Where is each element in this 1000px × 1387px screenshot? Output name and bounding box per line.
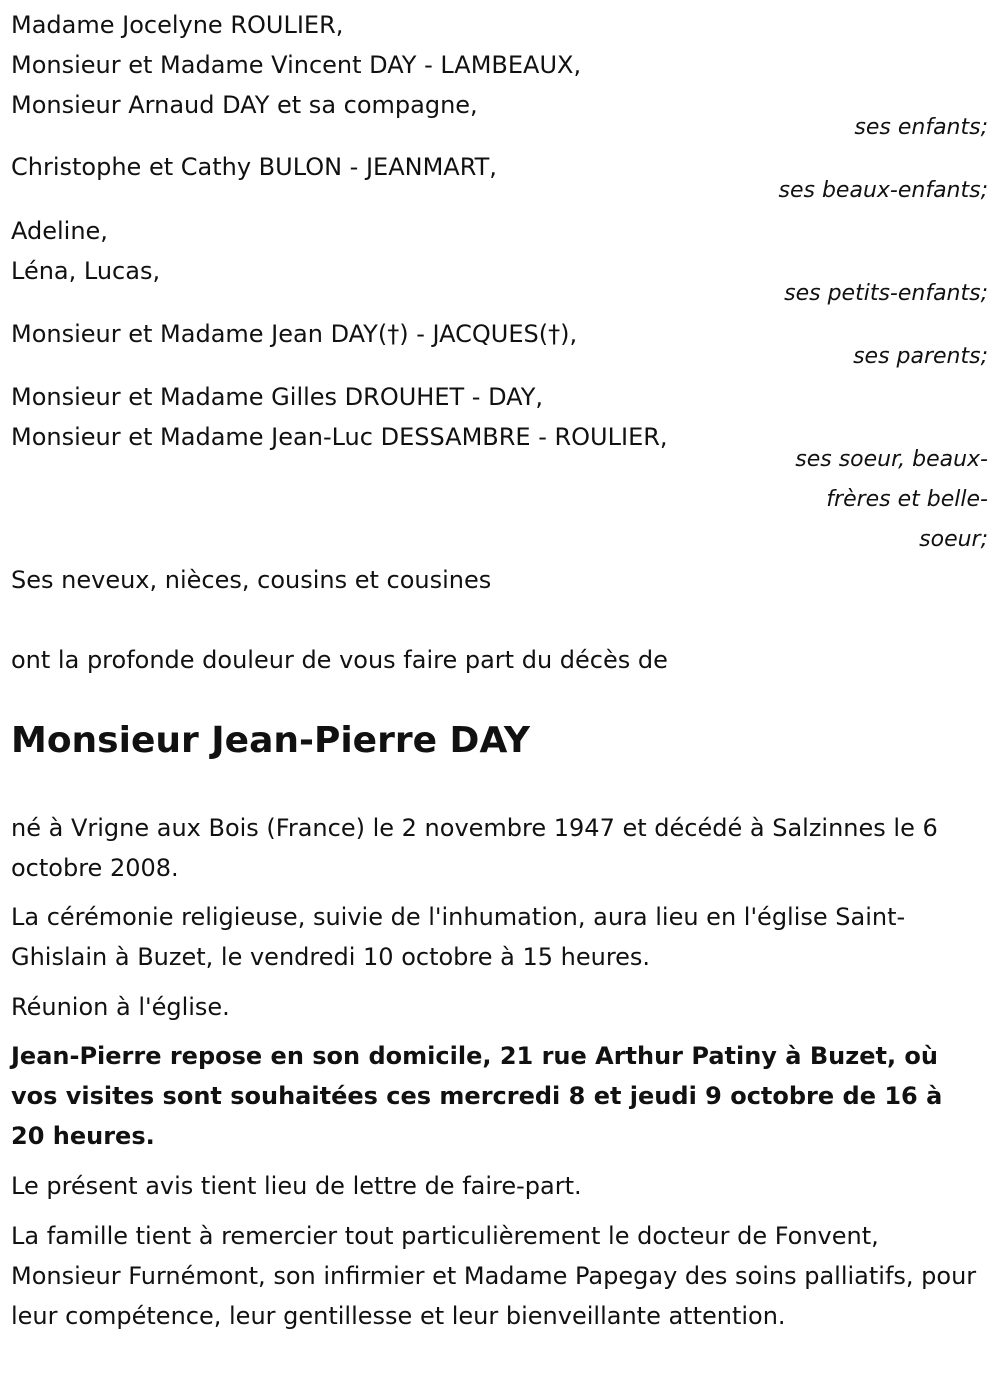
family-parents-line: Monsieur et Madame Jean DAY(†) - JACQUES(†), xyxy=(11,320,578,348)
family-grandchild-line: Léna, Lucas, xyxy=(11,257,161,285)
grandchildren-relation-label: ses petits-enfants; xyxy=(784,281,988,306)
family-sibling-line: Monsieur et Madame Gilles DROUHET - DAY, xyxy=(11,383,543,411)
inlaws-relation-label: ses beaux-enfants; xyxy=(778,178,988,203)
family-child-line: Monsieur Arnaud DAY et sa compagne, xyxy=(11,91,478,119)
parents-relation-label: ses parents; xyxy=(853,344,988,369)
thanks-paragraph: La famille tient à remercier tout particulièrement le docteur de Fonvent, Monsieur Furnémont, son infirmier et Madame Papegay des soins palliatifs, pour leur compétence, leur gentillesse et leur bienveillante attention. xyxy=(11,1222,977,1330)
family-extended-line: Ses neveux, nièces, cousins et cousines xyxy=(11,566,492,594)
family-inlaws-line: Christophe et Cathy BULON - JEANMART, xyxy=(11,153,497,181)
family-child-line: Monsieur et Madame Vincent DAY - LAMBEAUX, xyxy=(11,51,582,79)
visits-paragraph: Jean-Pierre repose en son domicile, 21 rue Arthur Patiny à Buzet, où vos visites sont souhaitées ces mercredi 8 et jeudi 9 octobre de 16 à 20 heures. xyxy=(11,1042,943,1150)
siblings-relation-label: ses soeur, beaux- xyxy=(795,447,988,472)
announcement-text: ont la profonde douleur de vous faire part du décès de xyxy=(11,646,668,674)
birth-death-paragraph: né à Vrigne aux Bois (France) le 2 novembre 1947 et décédé à Salzinnes le 6 octobre 2008. xyxy=(11,814,938,882)
family-child-line: Madame Jocelyne ROULIER, xyxy=(11,11,344,39)
deceased-name: Monsieur Jean-Pierre DAY xyxy=(11,720,530,761)
children-relation-label: ses enfants; xyxy=(854,115,988,140)
ceremony-paragraph: La cérémonie religieuse, suivie de l'inhumation, aura lieu en l'église Saint-Ghislain à Buzet, le vendredi 10 octobre à 15 heures. xyxy=(11,903,906,971)
family-grandchild-line: Adeline, xyxy=(11,217,108,245)
family-sibling-line: Monsieur et Madame Jean-Luc DESSAMBRE - ROULIER, xyxy=(11,423,668,451)
siblings-relation-label: frères et belle- xyxy=(826,487,988,512)
siblings-relation-label: soeur; xyxy=(919,527,988,552)
reunion-paragraph: Réunion à l'église. xyxy=(11,993,230,1021)
notice-paragraph: Le présent avis tient lieu de lettre de faire-part. xyxy=(11,1172,582,1200)
